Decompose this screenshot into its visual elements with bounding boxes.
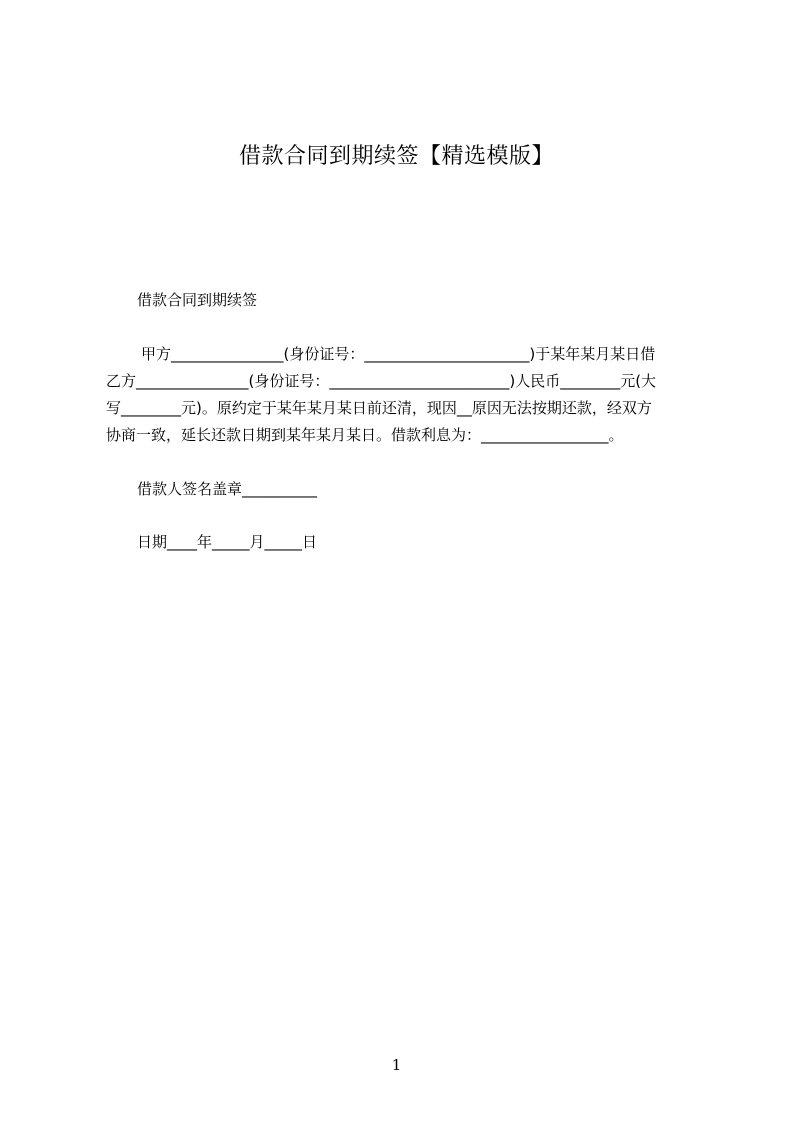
document-title: 借款合同到期续签【精选模版】 — [238, 144, 554, 169]
document-subtitle: 借款合同到期续签 — [137, 291, 258, 309]
paragraph-line: 协商一致，延长还款日期到某年某月某日。借款利息为：_________________。 — [106, 426, 624, 444]
borrower-signature-line: 借款人签名盖章__________ — [137, 480, 318, 498]
paragraph-line: 甲方_______________(身份证号：______________________)于某年某月某日借 — [141, 345, 656, 363]
paragraph-line: 写________元)。原约定于某年某月某日前还清，现因__原因无法按期还款，经双方 — [106, 399, 652, 417]
date-line: 日期____年_____月_____日 — [137, 533, 318, 551]
page-number: 1 — [391, 1056, 402, 1074]
paragraph-line: 乙方_______________(身份证号：________________________)人民币________元(大 — [106, 372, 657, 390]
